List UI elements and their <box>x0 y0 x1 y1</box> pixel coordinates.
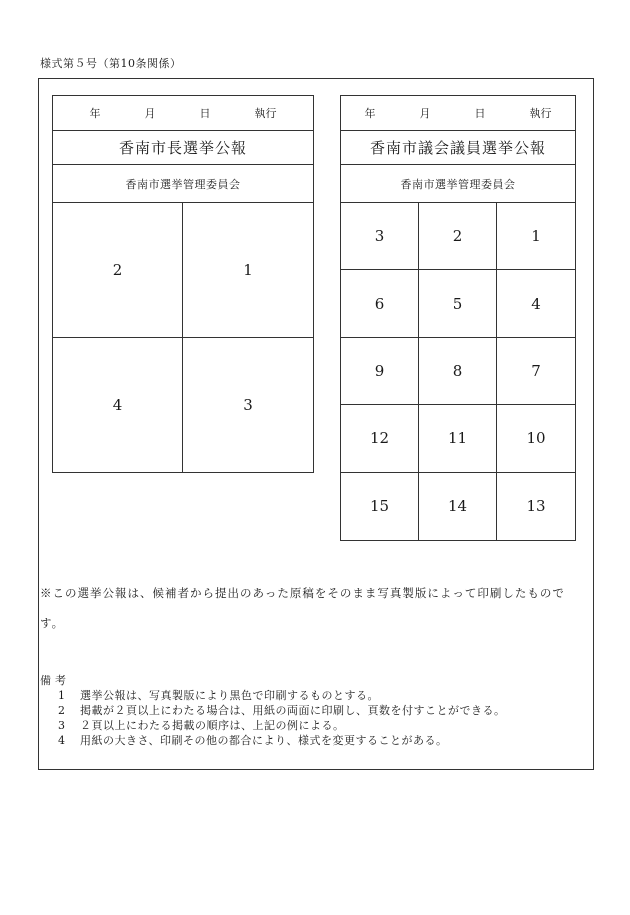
candidate-slot: 9 <box>341 338 419 405</box>
candidate-slot: 1 <box>497 203 575 270</box>
remarks-item-text: 掲載が２頁以上にわたる場合は、用紙の両面に印刷し、頁数を付すことができる。 <box>80 704 506 717</box>
candidate-slot: 13 <box>526 497 546 516</box>
remarks-heading: 備考 <box>40 674 70 687</box>
council-candidate-grid <box>341 203 575 540</box>
remarks-item-number: 2 <box>58 704 66 717</box>
mayor-bulletin-layout <box>52 95 314 473</box>
council-bulletin-layout <box>340 95 576 541</box>
candidate-slot: 8 <box>419 338 497 405</box>
candidate-slot: 10 <box>497 405 575 472</box>
date-month-label: 月 <box>419 107 431 120</box>
remarks-item <box>58 718 588 733</box>
candidate-slot: 14 <box>419 473 497 540</box>
council-bulletin-title: 香南市議会議員選挙公報 <box>341 131 575 165</box>
mayor-candidate-grid <box>53 203 313 472</box>
form-number: 様式第５号（第10条関係） <box>40 57 182 70</box>
photo-print-notice: ※この選挙公報は、候補者から提出のあった原稿をそのまま写真製版によって印刷したものです。 <box>40 586 565 630</box>
candidate-slot: 11 <box>419 405 497 472</box>
date-year-label: 年 <box>89 107 101 120</box>
council-committee-name: 香南市選挙管理委員会 <box>341 165 575 203</box>
remarks-list <box>58 688 588 748</box>
candidate-slot: 7 <box>497 338 575 405</box>
remarks-item-number: 4 <box>58 734 66 747</box>
date-month-label: 月 <box>144 107 156 120</box>
date-held-label: 執行 <box>529 107 552 120</box>
council-election-date <box>341 96 575 131</box>
candidate-slot: 6 <box>341 270 419 337</box>
candidate-slot: 1 <box>183 203 313 338</box>
candidate-slot: 2 <box>53 203 183 338</box>
remarks-item-number: 3 <box>58 719 66 732</box>
remarks-item <box>58 733 588 748</box>
candidate-slot: 12 <box>341 405 419 472</box>
remarks-item <box>58 688 588 703</box>
date-year-label: 年 <box>364 107 376 120</box>
candidate-slot: 2 <box>419 203 497 270</box>
remarks-item-number: 1 <box>58 689 66 702</box>
mayor-bulletin-title: 香南市長選挙公報 <box>53 131 313 165</box>
mayor-election-date <box>53 96 313 131</box>
mayor-committee-name: 香南市選挙管理委員会 <box>53 165 313 203</box>
candidate-slot: 4 <box>497 270 575 337</box>
candidate-slot: 5 <box>419 270 497 337</box>
candidate-slot: 4 <box>53 338 183 473</box>
remarks-item <box>58 703 588 718</box>
date-held-label: 執行 <box>254 107 277 120</box>
date-day-label: 日 <box>199 107 211 120</box>
candidate-slot: 3 <box>341 203 419 270</box>
date-day-label: 日 <box>474 107 486 120</box>
remarks-item-text: 用紙の大きさ、印刷その他の都合により、様式を変更することがある。 <box>80 734 448 747</box>
candidate-slot: 15 <box>341 473 419 540</box>
remarks-item-text: ２頁以上にわたる掲載の順序は、上記の例による。 <box>80 719 345 732</box>
remarks-item-text: 選挙公報は、写真製版により黒色で印刷するものとする。 <box>80 689 379 702</box>
candidate-slot: 3 <box>243 395 253 414</box>
